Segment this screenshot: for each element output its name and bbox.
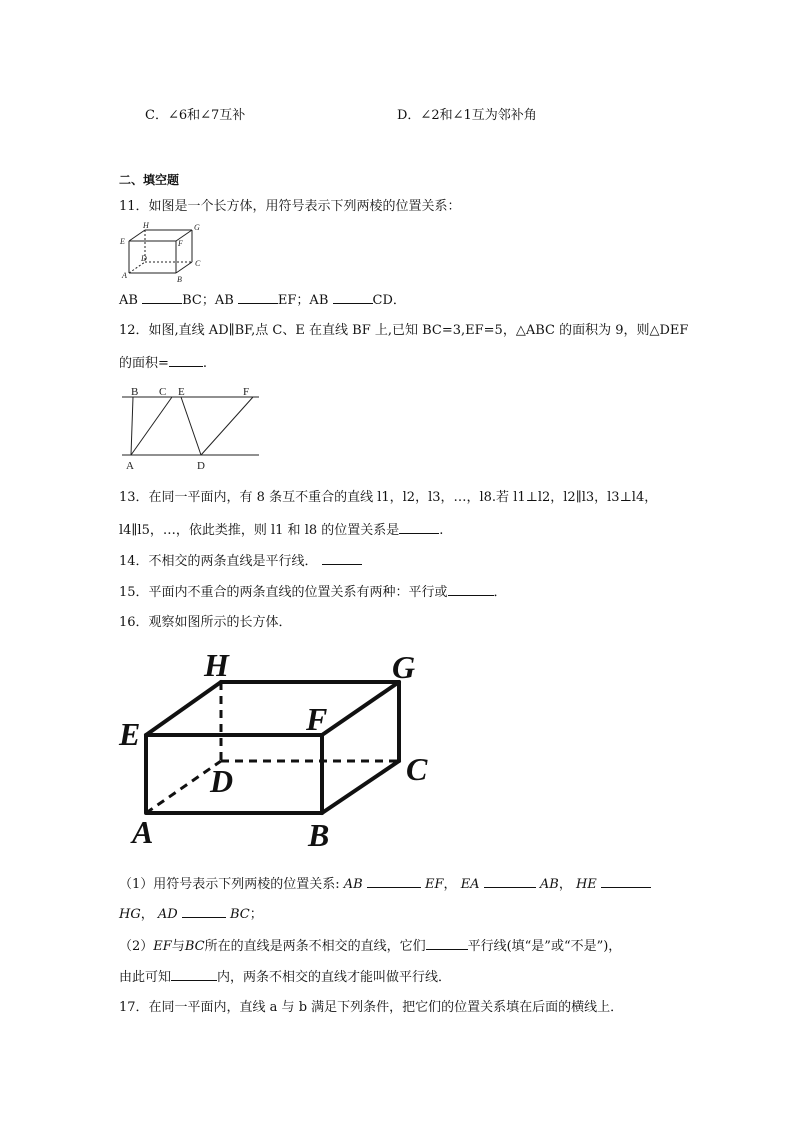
q16-p2-end: 平行线(填“是”或“不是”)，	[467, 939, 622, 954]
q12-line2-prefix: 的面积=	[119, 356, 169, 371]
q11-label-h: H	[143, 221, 149, 230]
q16-part1-line2: HG， AD BC；	[119, 907, 263, 922]
q16-label-h: H	[204, 647, 229, 683]
q12-label-e: E	[178, 386, 185, 398]
q16-label-a: A	[132, 814, 154, 850]
q11-blank-1[interactable]	[142, 291, 182, 304]
q16-cuboid-figure	[115, 640, 445, 855]
q12-label-b: B	[131, 386, 139, 398]
q11-blank-3[interactable]	[333, 291, 373, 304]
q16-p1-bc: BC	[229, 907, 250, 922]
q17-stem: 17．在同一平面内，直线 a 与 b 满足下列条件，把它们的位置关系填在后面的横线上．	[119, 1000, 624, 1015]
q11-cuboid-figure	[117, 220, 217, 282]
q16-p1-ef: EF	[425, 877, 444, 892]
option-d: D．∠2和∠1互为邻补角	[397, 108, 537, 123]
q16-p2-line2-prefix: 由此可知	[119, 970, 172, 985]
q11-label-a: A	[122, 271, 127, 280]
q16-p1-ea: EA	[460, 877, 480, 892]
q12-line2	[119, 354, 207, 372]
q16-p1-blank-3[interactable]	[601, 875, 651, 888]
q16-label-d: D	[210, 763, 234, 799]
q11-label-d: D	[141, 254, 147, 263]
q16-p2-mid: 与	[171, 939, 185, 954]
q16-p1-blank-1[interactable]	[367, 875, 421, 888]
q13-line2	[119, 521, 443, 539]
q16-p2-rest: 所在的直线是两条不相交的直线，它们	[204, 939, 426, 954]
q13-blank[interactable]	[399, 521, 439, 534]
q16-p1-he: HE	[575, 877, 597, 892]
q16-label-f: F	[306, 701, 328, 737]
q12-label-f: F	[243, 386, 250, 398]
q16-label-e: E	[119, 716, 141, 752]
section-title: 二、填空题	[119, 173, 180, 187]
q13-line1: 13．在同一平面内，有 8 条互不重合的直线 l1，l2，l3，…，l8.若 l1⊥l2，l2∥l3，l3⊥l4，	[119, 490, 658, 505]
q12-parallel-lines-figure	[117, 383, 262, 471]
q16-p2-prefix: （2）	[119, 939, 154, 954]
q12-line2-suffix: .	[202, 356, 208, 371]
q16-p1-ab: AB	[343, 877, 363, 892]
q13-line2-prefix: l4∥l5，…，依此类推，则 l1 和 l8 的位置关系是	[119, 523, 400, 538]
q11-label-b: B	[177, 275, 182, 282]
q11-text-4: CD．	[372, 293, 406, 308]
q16-p1-ad: AD	[157, 907, 178, 922]
q16-label-g: G	[392, 649, 416, 685]
q15-blank[interactable]	[448, 583, 494, 596]
q11-label-f: F	[178, 239, 183, 248]
q14-blank[interactable]	[322, 552, 362, 565]
q11-blank-2[interactable]	[238, 291, 278, 304]
q11-text-2: BC；AB	[182, 293, 234, 308]
q11-text-3: EF；AB	[277, 293, 329, 308]
q16-p1-prefix: （1）用符号表示下列两棱的位置关系:	[119, 877, 344, 892]
q16-p1-blank-2[interactable]	[484, 875, 536, 888]
q16-p1-blank-4[interactable]	[182, 905, 226, 918]
q11-label-e: E	[120, 237, 125, 246]
q11-answer-line	[119, 291, 406, 309]
q16-label-b: B	[308, 817, 330, 853]
q11-stem: 11．如图是一个长方体，用符号表示下列两棱的位置关系：	[119, 199, 461, 214]
option-c: C．∠6和∠7互补	[145, 108, 246, 123]
q16-label-c: C	[406, 751, 428, 787]
q14-line	[119, 552, 362, 570]
q15-prefix: 15．平面内不重合的两条直线的位置关系有两种：平行或	[119, 585, 448, 600]
q16-p2-blank-2[interactable]	[171, 968, 217, 981]
q12-label-a: A	[126, 460, 134, 471]
q16-p2-blank-1[interactable]	[426, 937, 468, 950]
q16-p1-hg: HG	[119, 907, 141, 922]
q16-part2-line2	[119, 968, 451, 986]
q12-line1: 12．如图,直线 AD∥BF,点 C、E 在直线 BF 上,已知 BC=3,EF=5，△ABC 的面积为 9，则△DEF	[119, 323, 689, 338]
q16-part2-line1	[119, 937, 621, 955]
q11-label-g: G	[194, 223, 200, 232]
q15-suffix: ．	[493, 585, 507, 600]
q16-p2-bc: BC	[184, 939, 205, 954]
q14-text: 14．不相交的两条直线是平行线．	[119, 554, 318, 569]
q16-p1-ab2: AB	[539, 877, 559, 892]
q12-blank[interactable]	[169, 354, 203, 367]
q12-label-c: C	[159, 386, 167, 398]
q11-text-ab: AB	[119, 293, 138, 308]
q16-p2-line2-suffix: 内，两条不相交的直线才能叫做平行线．	[217, 970, 452, 985]
q13-line2-suffix: .	[439, 523, 444, 538]
q16-p2-ef: EF	[153, 939, 172, 954]
q12-label-d: D	[197, 460, 205, 471]
q16-part1-line1: （1）用符号表示下列两棱的位置关系: AB EF， EA AB， HE	[119, 875, 651, 893]
q15-line	[119, 583, 507, 601]
q16-stem: 16．观察如图所示的长方体．	[119, 615, 292, 630]
q11-label-c: C	[195, 259, 201, 268]
